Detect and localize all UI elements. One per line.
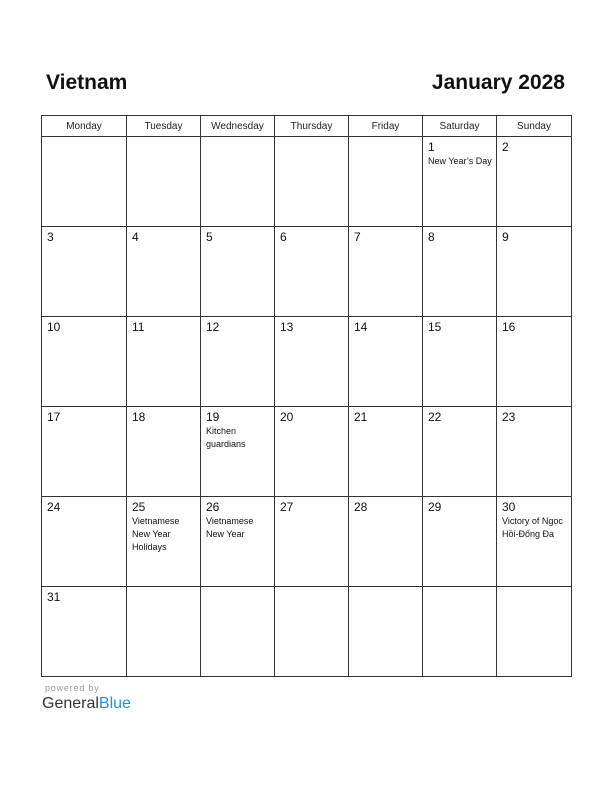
day-cell xyxy=(127,317,201,407)
day-cell xyxy=(127,497,201,587)
day-number: 19 xyxy=(206,410,220,424)
day-cell xyxy=(423,227,497,317)
day-number: 23 xyxy=(502,410,516,424)
day-cell xyxy=(497,227,572,317)
day-cell xyxy=(201,587,275,677)
day-cell xyxy=(201,227,275,317)
day-cell xyxy=(349,317,423,407)
day-cell xyxy=(497,317,572,407)
day-cell xyxy=(42,407,127,497)
holiday-label: Vietnamese New Year Holidays xyxy=(132,516,180,552)
day-number: 17 xyxy=(47,410,61,424)
day-number: 4 xyxy=(132,230,139,244)
day-cell xyxy=(275,227,349,317)
day-number: 22 xyxy=(428,410,442,424)
country-title: Vietnam xyxy=(46,71,128,94)
day-cell xyxy=(423,317,497,407)
day-cell xyxy=(423,407,497,497)
day-cell xyxy=(127,587,201,677)
day-number: 27 xyxy=(280,500,294,514)
day-cell xyxy=(423,137,497,227)
week-row xyxy=(42,227,572,317)
weekday-tuesday: Tuesday xyxy=(127,116,201,137)
day-cell xyxy=(127,407,201,497)
day-number: 15 xyxy=(428,320,442,334)
day-number: 28 xyxy=(354,500,368,514)
day-cell xyxy=(275,137,349,227)
day-number: 18 xyxy=(132,410,146,424)
day-number: 20 xyxy=(280,410,294,424)
weekday-wednesday: Wednesday xyxy=(201,116,275,137)
day-cell xyxy=(42,317,127,407)
brand-blue: Blue xyxy=(98,695,131,712)
day-number: 13 xyxy=(280,320,294,334)
holiday-label: Vietnamese New Year xyxy=(206,516,254,539)
day-number: 6 xyxy=(280,230,287,244)
day-number: 1 xyxy=(428,140,435,154)
day-number: 29 xyxy=(428,500,442,514)
day-cell xyxy=(275,407,349,497)
day-number: 26 xyxy=(206,500,220,514)
day-number: 2 xyxy=(502,140,509,154)
day-cell xyxy=(42,497,127,587)
day-cell xyxy=(275,497,349,587)
day-cell xyxy=(349,497,423,587)
day-number: 14 xyxy=(354,320,368,334)
day-number: 8 xyxy=(428,230,435,244)
holiday-label: Kitchen guardians xyxy=(206,426,246,449)
day-number: 12 xyxy=(206,320,220,334)
day-cell xyxy=(42,227,127,317)
day-number: 16 xyxy=(502,320,516,334)
day-cell xyxy=(349,587,423,677)
day-cell xyxy=(201,137,275,227)
day-cell xyxy=(497,407,572,497)
day-number: 11 xyxy=(132,320,145,334)
brand-general: General xyxy=(42,695,99,712)
month-title: January 2028 xyxy=(431,71,565,94)
day-number: 21 xyxy=(354,410,368,424)
day-number: 31 xyxy=(47,590,61,604)
day-cell xyxy=(349,407,423,497)
day-cell xyxy=(497,137,572,227)
day-cell xyxy=(423,587,497,677)
day-number: 30 xyxy=(502,500,516,514)
day-number: 9 xyxy=(502,230,509,244)
week-row xyxy=(42,407,572,497)
day-cell xyxy=(127,137,201,227)
week-row xyxy=(42,137,572,227)
day-cell xyxy=(201,497,275,587)
day-cell xyxy=(275,317,349,407)
week-row xyxy=(42,317,572,407)
weekday-sunday: Sunday xyxy=(497,116,572,137)
day-cell xyxy=(42,137,127,227)
day-number: 25 xyxy=(132,500,146,514)
day-cell xyxy=(127,227,201,317)
weekday-monday: Monday xyxy=(42,116,127,137)
calendar-grid xyxy=(41,115,572,677)
day-number: 3 xyxy=(47,230,54,244)
day-cell xyxy=(201,317,275,407)
day-cell xyxy=(275,587,349,677)
weekday-friday: Friday xyxy=(349,116,423,137)
day-cell xyxy=(497,587,572,677)
day-cell xyxy=(349,137,423,227)
weekday-saturday: Saturday xyxy=(423,116,497,137)
day-cell xyxy=(201,407,275,497)
holiday-label: New Year’s Day xyxy=(428,156,492,166)
day-cell xyxy=(497,497,572,587)
weekday-thursday: Thursday xyxy=(275,116,349,137)
week-row xyxy=(42,497,572,587)
day-cell xyxy=(42,587,127,677)
weekday-header-row xyxy=(42,116,572,137)
holiday-label: Victory of Ngọc Hồi-Đống Đa xyxy=(502,516,563,539)
day-cell xyxy=(349,227,423,317)
day-number: 7 xyxy=(354,230,361,244)
day-number: 5 xyxy=(206,230,213,244)
day-number: 10 xyxy=(47,320,61,334)
day-cell xyxy=(423,497,497,587)
day-number: 24 xyxy=(47,500,61,514)
week-row xyxy=(42,587,572,677)
powered-by-text: powered by xyxy=(45,683,100,693)
generalblue-logo xyxy=(42,694,131,714)
